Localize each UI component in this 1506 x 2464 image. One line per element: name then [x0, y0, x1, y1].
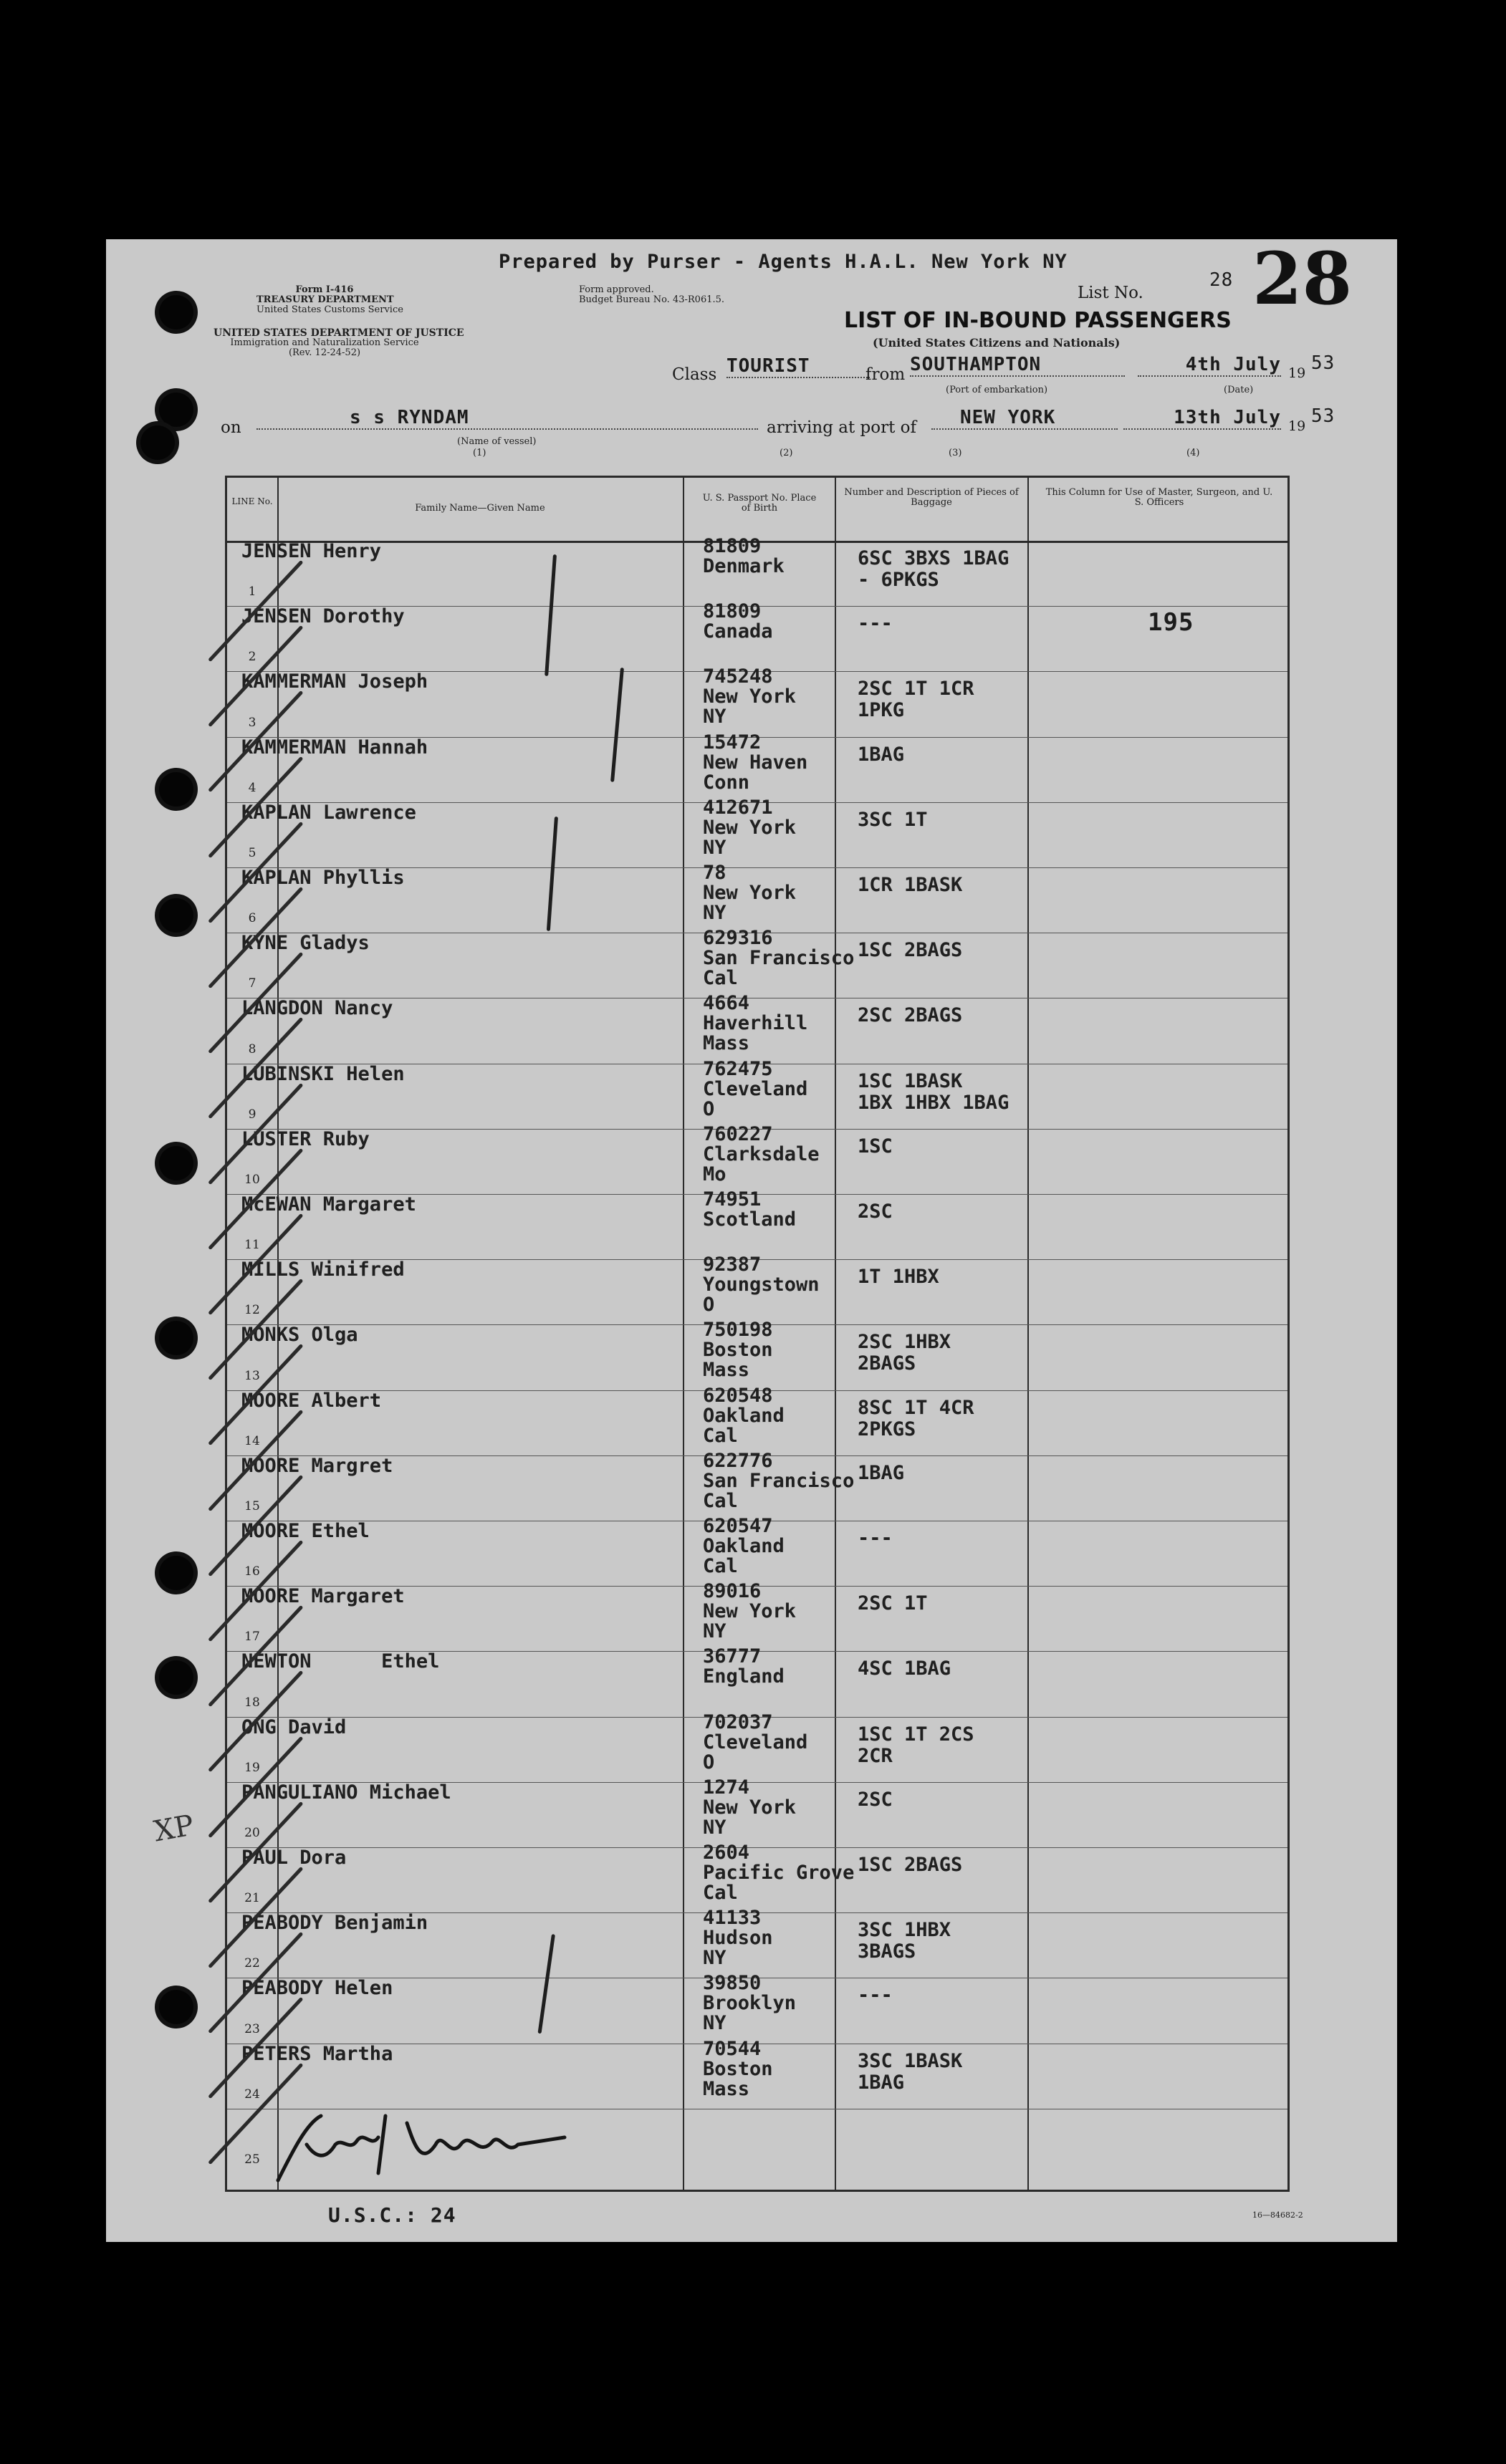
passport-number: 81809: [703, 600, 762, 623]
passport-number: 4664: [703, 992, 750, 1015]
table-row: [227, 1515, 1287, 1586]
passport-number: 74951: [703, 1188, 762, 1211]
place-of-birth: Denmark: [703, 555, 785, 577]
place-of-birth: Cleveland O: [703, 1077, 808, 1120]
punch-hole: [140, 425, 175, 460]
on-label: on: [221, 418, 241, 437]
approval-block: Form approved. Budget Bureau No. 43-R061.5.: [579, 284, 725, 305]
vessel-caption: (Name of vessel): [457, 436, 537, 447]
line-number: 17: [244, 1630, 260, 1645]
passenger-name: PANGULIANO Michael: [241, 1781, 451, 1804]
baggage-description: 1T 1HBX: [858, 1266, 939, 1289]
place-of-birth: Cleveland O: [703, 1731, 808, 1774]
from-label: from: [865, 365, 906, 384]
arrival-port: NEW YORK: [931, 407, 1118, 430]
table-row: [227, 1319, 1287, 1390]
line-number: 12: [244, 1303, 260, 1318]
line-number: 22: [244, 1956, 260, 1971]
passenger-name: PETERS Martha: [241, 2042, 393, 2065]
passport-number: 762475: [703, 1057, 773, 1080]
year-prefix-2: 19: [1288, 418, 1306, 434]
prepared-by-line: Prepared by Purser - Agents H.A.L. New York NY: [499, 251, 1068, 273]
place-of-birth: England: [703, 1665, 785, 1688]
place-of-birth: San Francisco Cal: [703, 1469, 855, 1512]
baggage-description: 2SC 1T 1CR 1PKG: [858, 678, 974, 722]
passenger-name: KAMMERMAN Hannah: [241, 736, 428, 759]
line-number: 6: [248, 911, 256, 926]
passport-number: 2604: [703, 1842, 750, 1864]
passport-number: 620547: [703, 1515, 773, 1537]
passport-number: 92387: [703, 1253, 762, 1276]
table-row: [227, 1188, 1287, 1259]
place-of-birth: Scotland: [703, 1208, 797, 1231]
place-of-birth: New York NY: [703, 1600, 797, 1643]
passenger-name: LANGDON Nancy: [241, 997, 393, 1020]
table-row: [227, 1253, 1287, 1324]
baggage-description: ---: [858, 612, 893, 635]
punch-hole: [159, 1556, 193, 1590]
line-number: 23: [244, 2021, 260, 2036]
passenger-name: KAPLAN Phyllis: [241, 867, 405, 889]
list-subtitle: (United States Citizens and Nationals): [873, 336, 1121, 350]
place-of-birth: New York NY: [703, 685, 797, 728]
line-number: 5: [248, 845, 256, 860]
passenger-name: KAMMERMAN Joseph: [241, 670, 428, 693]
class-label: Class: [672, 365, 717, 384]
list-no-typed: 28: [1209, 269, 1234, 291]
manifest-sheet: [106, 239, 1397, 2242]
line-number: 9: [248, 1107, 256, 1122]
list-no-big: 28: [1252, 239, 1353, 321]
officer-note: 195: [1148, 608, 1194, 637]
justice-block: UNITED STATES DEPARTMENT OF JUSTICE Immigration and Naturalization Service (Rev. 12-24-52): [214, 327, 464, 358]
table-row: [227, 2037, 1287, 2109]
vessel-name: s s RYNDAM: [256, 407, 758, 430]
table-row: [227, 1122, 1287, 1194]
table-row: [227, 1384, 1287, 1455]
place-of-birth: New York NY: [703, 1796, 797, 1839]
col-header-passport: U. S. Passport No. Place of Birth: [702, 493, 817, 514]
passport-number: 750198: [703, 1319, 773, 1342]
form-block: Form I-416 TREASURY DEPARTMENT United States Customs Service: [256, 284, 403, 315]
baggage-description: ---: [858, 1527, 893, 1549]
place-of-birth: New York NY: [703, 882, 797, 924]
col-header-name: Family Name—Given Name: [415, 503, 545, 514]
print-code: 16—84682-2: [1252, 2210, 1303, 2220]
line-number: 19: [244, 1760, 260, 1775]
departure-year: 53: [1311, 352, 1335, 374]
date-caption: (Date): [1224, 385, 1254, 395]
arrival-date: 13th July: [1123, 407, 1281, 430]
passport-number: 15472: [703, 731, 762, 754]
baggage-description: 2SC: [858, 1788, 893, 1811]
col-caption-4: (4): [1186, 448, 1200, 458]
table-row: [227, 535, 1287, 606]
passenger-name: KAPLAN Lawrence: [241, 801, 416, 824]
baggage-description: 1SC 1BASK 1BX 1HBX 1BAG: [858, 1069, 1009, 1114]
line-number: 7: [248, 976, 256, 991]
punch-hole: [159, 1321, 193, 1355]
place-of-birth: Haverhill Mass: [703, 1012, 808, 1055]
place-of-birth: Pacific Grove Cal: [703, 1862, 855, 1904]
table-row: [227, 862, 1287, 933]
purser-signature: [264, 2102, 579, 2195]
passport-number: 745248: [703, 665, 773, 688]
place-of-birth: Oakland Cal: [703, 1535, 785, 1577]
col-header-baggage: Number and Description of Pieces of Baggage: [844, 487, 1019, 508]
passenger-name: MONKS Olga: [241, 1324, 358, 1347]
punch-hole: [159, 1146, 193, 1180]
line-number: 21: [244, 1891, 260, 1906]
punch-hole: [159, 393, 193, 427]
passenger-name: KYNE Gladys: [241, 932, 370, 955]
passenger-name: JENSEN Henry: [241, 540, 382, 562]
line-number: 2: [248, 650, 256, 665]
passenger-name: McEWAN Margaret: [241, 1193, 416, 1216]
table-row: [227, 1449, 1287, 1521]
place-of-birth: Canada: [703, 620, 773, 643]
table-row: [227, 1580, 1287, 1651]
col-header-officers: This Column for Use of Master, Surgeon, and U. S. Officers: [1045, 487, 1273, 508]
passport-number: 622776: [703, 1449, 773, 1472]
arriving-label: arriving at port of: [767, 418, 916, 437]
list-no-label: List No.: [1078, 284, 1143, 302]
passenger-name: NEWTON Ethel: [241, 1650, 440, 1673]
baggage-description: 1SC 2BAGS: [858, 1854, 963, 1876]
passenger-name: MOORE Ethel: [241, 1520, 370, 1542]
margin-note: XP: [151, 1809, 196, 1849]
passenger-name: PEABODY Benjamin: [241, 1912, 428, 1935]
year-prefix-1: 19: [1288, 365, 1306, 381]
passport-number: 89016: [703, 1580, 762, 1603]
passport-number: 702037: [703, 1710, 773, 1733]
col-caption-3: (3): [949, 448, 962, 458]
list-title: LIST OF IN-BOUND PASSENGERS: [844, 308, 1232, 333]
line-number: 1: [248, 584, 256, 600]
table-row: [227, 731, 1287, 802]
table-row: [227, 796, 1287, 867]
passenger-name: MOORE Albert: [241, 1389, 382, 1412]
line-number: 15: [244, 1498, 260, 1513]
line-number: 24: [244, 2087, 260, 2102]
arrival-year: 53: [1311, 405, 1335, 427]
punch-hole: [159, 1660, 193, 1695]
passport-number: 41133: [703, 1907, 762, 1930]
passport-number: 620548: [703, 1384, 773, 1407]
place-of-birth: Hudson NY: [703, 1927, 773, 1970]
baggage-description: 1SC 1T 2CS 2CR: [858, 1723, 974, 1767]
passport-number: 39850: [703, 1972, 762, 1995]
baggage-description: 4SC 1BAG: [858, 1657, 951, 1680]
baggage-description: 3SC 1BASK 1BAG: [858, 2049, 963, 2094]
punch-hole: [159, 898, 193, 933]
col-caption-1: (1): [473, 448, 486, 458]
line-number: 3: [248, 715, 256, 730]
passenger-name: MOORE Margret: [241, 1454, 393, 1477]
baggage-description: 1SC: [858, 1135, 893, 1158]
baggage-description: 8SC 1T 4CR 2PKGS: [858, 1396, 974, 1440]
passport-number: 81809: [703, 535, 762, 557]
baggage-description: 1BAG: [858, 1461, 905, 1484]
baggage-description: 1BAG: [858, 743, 905, 766]
passenger-name: LUSTER Ruby: [241, 1127, 370, 1150]
line-number: 13: [244, 1368, 260, 1383]
line-number: 14: [244, 1433, 260, 1448]
departure-date: 4th July: [1138, 354, 1281, 377]
place-of-birth: Oakland Cal: [703, 1404, 785, 1447]
baggage-description: 2SC: [858, 1200, 893, 1223]
line-number: 11: [244, 1238, 260, 1253]
table-row: [227, 665, 1287, 736]
line-number: 20: [244, 1825, 260, 1840]
punch-hole: [159, 1990, 193, 2024]
table-row: [227, 600, 1287, 671]
line-number: 18: [244, 1695, 260, 1710]
table-row: [227, 927, 1287, 998]
punch-hole: [159, 295, 193, 329]
passport-number: 412671: [703, 796, 773, 819]
table-row: [227, 1057, 1287, 1129]
passport-number: 70544: [703, 2037, 762, 2060]
baggage-description: 1SC 2BAGS: [858, 939, 963, 962]
col-header-line-no: LINE No.: [231, 496, 273, 506]
passenger-name: PEABODY Helen: [241, 1977, 393, 2000]
passenger-name: PAUL Dora: [241, 1847, 347, 1869]
baggage-description: 1CR 1BASK: [858, 874, 963, 896]
passport-number: 760227: [703, 1122, 773, 1145]
punch-hole: [159, 772, 193, 807]
baggage-description: 3SC 1T: [858, 808, 928, 831]
line-number: 25: [244, 2152, 260, 2167]
passenger-name: JENSEN Dorothy: [241, 605, 405, 628]
passenger-name: MILLS Winifred: [241, 1259, 405, 1281]
passenger-name: MOORE Margaret: [241, 1585, 405, 1608]
place-of-birth: Boston Mass: [703, 1339, 773, 1382]
table-row: [227, 1907, 1287, 1978]
place-of-birth: Brooklyn NY: [703, 1992, 797, 2035]
place-of-birth: New Haven Conn: [703, 751, 808, 794]
table-row: [227, 992, 1287, 1063]
table-row: [227, 1972, 1287, 2043]
passenger-name: LUBINSKI Helen: [241, 1062, 405, 1085]
passport-number: 629316: [703, 927, 773, 950]
line-number: 10: [244, 1172, 260, 1187]
embarkation-port: SOUTHAMPTON: [910, 354, 1125, 377]
table-row: [227, 1710, 1287, 1782]
place-of-birth: Boston Mass: [703, 2057, 773, 2100]
place-of-birth: Youngstown O: [703, 1274, 820, 1317]
passenger-table: [225, 476, 1290, 2192]
passenger-name: ONG David: [241, 1715, 347, 1738]
line-number: 8: [248, 1041, 256, 1057]
line-number: 4: [248, 780, 256, 795]
baggage-description: 3SC 1HBX 3BAGS: [858, 1919, 951, 1963]
baggage-description: ---: [858, 1984, 893, 2007]
place-of-birth: San Francisco Cal: [703, 947, 855, 990]
line-number: 16: [244, 1564, 260, 1579]
class-value: TOURIST: [726, 355, 870, 378]
baggage-description: 6SC 3BXS 1BAG - 6PKGS: [858, 547, 1009, 591]
table-row: [227, 1842, 1287, 1912]
baggage-description: 2SC 2BAGS: [858, 1004, 963, 1027]
baggage-description: 2SC 1HBX 2BAGS: [858, 1331, 951, 1375]
table-row: [227, 1645, 1287, 1716]
place-of-birth: Clarksdale Mo: [703, 1142, 820, 1185]
passport-number: 78: [703, 862, 726, 884]
col-caption-2: (2): [780, 448, 793, 458]
table-row: [227, 1776, 1287, 1847]
passport-number: 1274: [703, 1776, 750, 1799]
place-of-birth: New York NY: [703, 816, 797, 859]
passport-number: 36777: [703, 1645, 762, 1668]
baggage-description: 2SC 1T: [858, 1592, 928, 1615]
usc-count: U.S.C.: 24: [328, 2203, 456, 2227]
embarkation-caption: (Port of embarkation): [946, 385, 1048, 395]
